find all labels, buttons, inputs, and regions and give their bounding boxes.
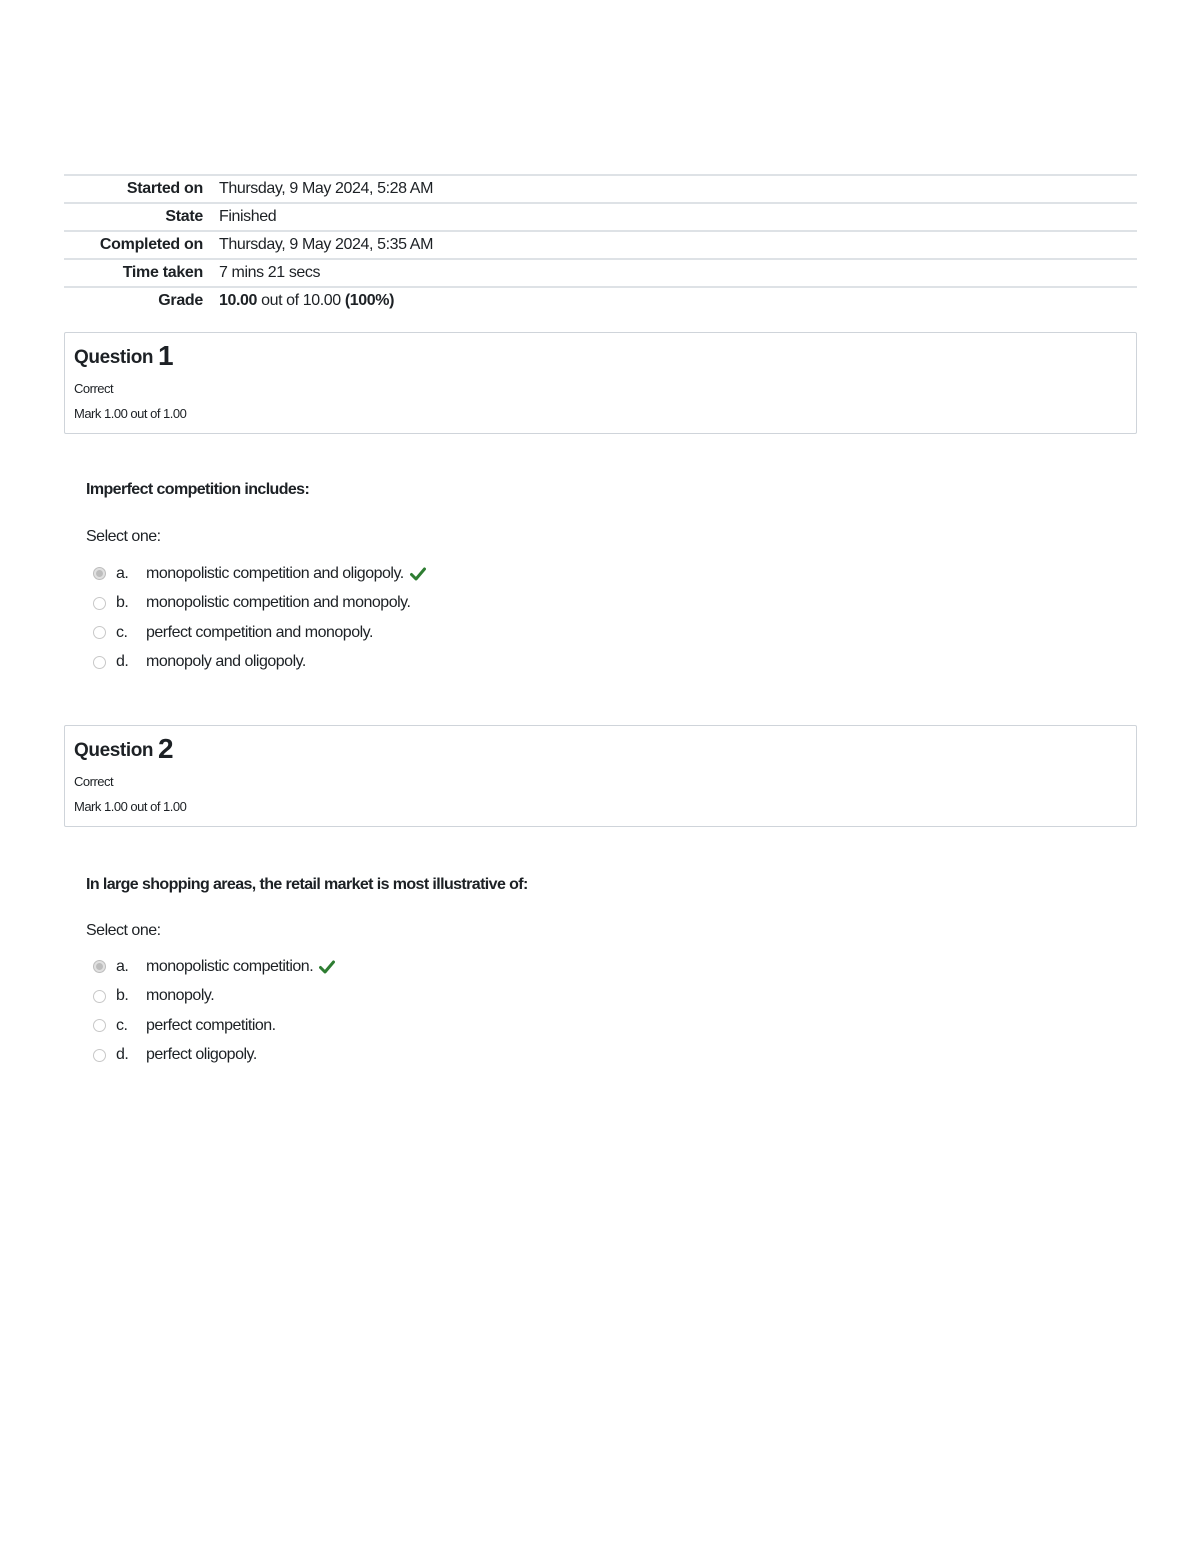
answer-option[interactable] (93, 1011, 335, 1041)
summary-value: Thursday, 9 May 2024, 5:28 AM (219, 180, 434, 197)
grade-value (219, 292, 394, 310)
answer-option[interactable] (93, 648, 426, 678)
answer-text: monopoly. (146, 987, 215, 1005)
summary-value: 7 mins 21 secs (219, 264, 321, 281)
answer-letter: a. (116, 564, 129, 582)
answer-text: monopoly and oligopoly. (146, 653, 306, 671)
answer-letter: d. (116, 1046, 129, 1064)
radio-button[interactable] (93, 1049, 106, 1062)
answer-option[interactable] (93, 982, 335, 1012)
question-state: Correct (74, 774, 114, 789)
radio-button[interactable] (93, 1019, 106, 1032)
question-number: 1 (158, 340, 174, 371)
grade-percent: (100%) (344, 292, 395, 309)
summary-row-completed (64, 230, 1137, 258)
answer-letter: d. (116, 653, 129, 671)
summary-value: Finished (219, 208, 277, 225)
question-mark: Mark 1.00 out of 1.00 (74, 406, 187, 421)
summary-row-grade (64, 286, 1137, 314)
answer-option[interactable] (93, 952, 335, 982)
answer-option[interactable] (93, 618, 426, 648)
summary-label: Time taken (122, 264, 203, 281)
summary-row-state (64, 202, 1137, 230)
summary-value: Thursday, 9 May 2024, 5:35 AM (219, 236, 434, 253)
select-one-prompt: Select one: (86, 528, 161, 545)
question-heading (74, 732, 1127, 768)
radio-button[interactable] (93, 626, 106, 639)
summary-label: Started on (126, 180, 203, 197)
answer-list (93, 952, 335, 1070)
question-number: 2 (158, 733, 174, 764)
answer-text: perfect competition. (146, 1016, 276, 1034)
select-one-prompt: Select one: (86, 922, 161, 939)
radio-button[interactable] (93, 597, 106, 610)
radio-button[interactable] (93, 960, 106, 973)
question-text: Imperfect competition includes: (86, 481, 310, 498)
answer-text: monopolistic competition and oligopoly. (146, 564, 404, 582)
radio-button[interactable] (93, 990, 106, 1003)
answer-letter: a. (116, 957, 129, 975)
check-icon (319, 960, 335, 974)
grade-out-of: out of 10.00 (257, 292, 345, 309)
question-heading (74, 339, 1127, 375)
question-heading-label: Question (74, 740, 154, 761)
question-text: In large shopping areas, the retail market is most illustrative of: (86, 876, 528, 893)
answer-text: perfect oligopoly. (146, 1046, 257, 1064)
summary-label: State (165, 208, 203, 225)
answer-letter: b. (116, 987, 129, 1005)
answer-letter: c. (116, 623, 128, 641)
summary-label: Grade (158, 292, 203, 309)
question-info-2 (64, 725, 1137, 827)
answer-option[interactable] (93, 559, 426, 589)
answer-list (93, 559, 426, 677)
summary-label: Completed on (99, 236, 203, 253)
radio-button[interactable] (93, 656, 106, 669)
summary-row-time-taken (64, 258, 1137, 286)
answer-letter: b. (116, 594, 129, 612)
answer-letter: c. (116, 1016, 128, 1034)
attempt-summary (64, 174, 1137, 314)
answer-text: monopolistic competition. (146, 957, 314, 975)
question-heading-label: Question (74, 347, 154, 368)
answer-text: monopolistic competition and monopoly. (146, 594, 411, 612)
answer-text: perfect competition and monopoly. (146, 623, 373, 641)
radio-button[interactable] (93, 567, 106, 580)
question-state: Correct (74, 381, 114, 396)
question-info-1 (64, 332, 1137, 434)
question-mark: Mark 1.00 out of 1.00 (74, 799, 187, 814)
answer-option[interactable] (93, 589, 426, 619)
check-icon (410, 567, 426, 581)
grade-score: 10.00 (219, 292, 258, 309)
answer-option[interactable] (93, 1041, 335, 1071)
summary-row-started (64, 174, 1137, 202)
